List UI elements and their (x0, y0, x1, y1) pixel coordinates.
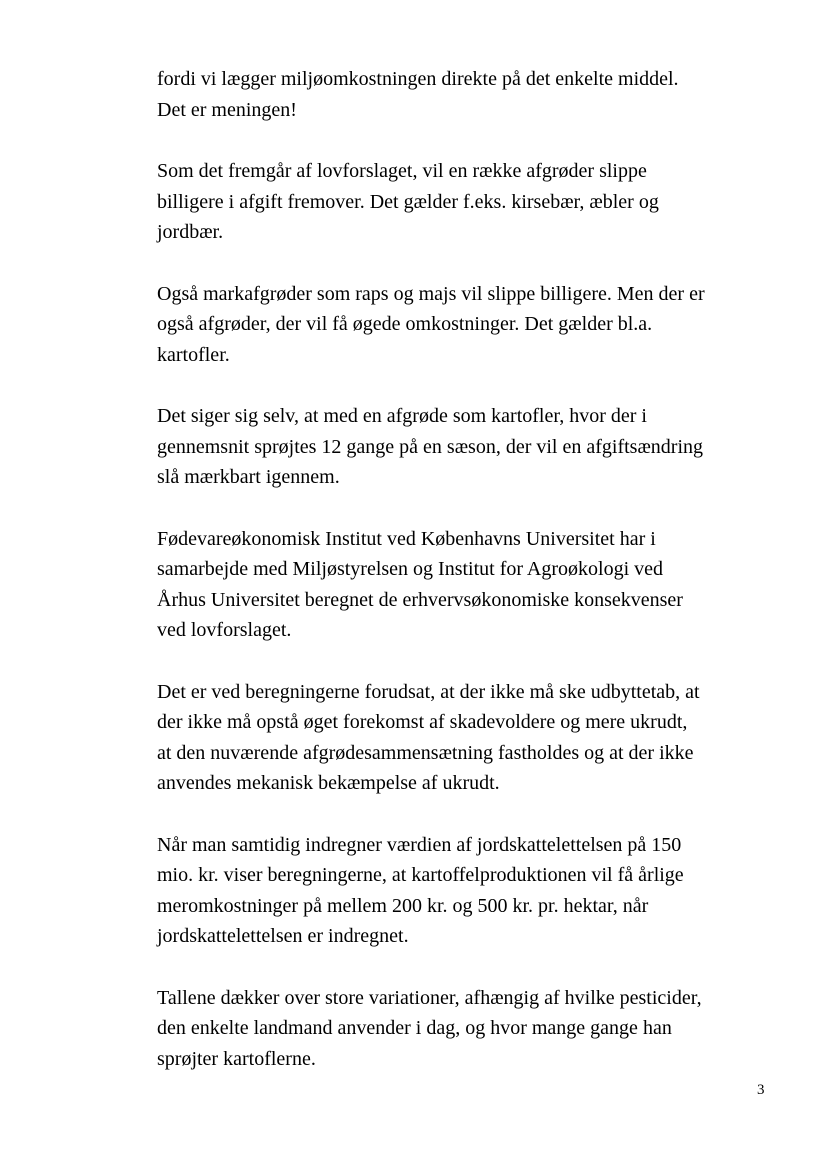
text-line: jordbær. (157, 221, 224, 243)
text-line: Det er ved beregningerne forudsat, at der ikke må ske udbyttetab, at (157, 680, 700, 703)
text-line: gennemsnit sprøjtes 12 gange på en sæson, der vil en afgiftsændring (157, 435, 704, 458)
text-line: slå mærkbart igennem. (157, 466, 340, 488)
paragraph-5 (157, 524, 797, 646)
text-line: anvendes mekanisk bekæmpelse af ukrudt. (157, 772, 500, 794)
text-line: fordi vi lægger miljøomkostningen direkte på det enkelte middel. (157, 68, 679, 90)
text-line: at den nuværende afgrødesammensætning fastholdes og at der ikke (157, 741, 694, 764)
paragraph-7 (157, 830, 797, 952)
text-line: der ikke må opstå øget forekomst af skadevoldere og mere ukrudt, (157, 711, 688, 733)
text-line: Tallene dækker over store variationer, afhængig af hvilke pesticider, (157, 986, 702, 1009)
text-line: mio. kr. viser beregningerne, at kartoffelproduktionen vil få årlige (157, 864, 684, 886)
text-line: Århus Universitet beregnet de erhvervsøkonomiske konsekvenser (157, 588, 683, 611)
text-line: sprøjter kartoflerne. (157, 1047, 316, 1070)
paragraph-4 (157, 401, 797, 493)
paragraph-6 (157, 677, 797, 799)
text-line: meromkostninger på mellem 200 kr. og 500 kr. pr. hektar, når (157, 894, 649, 917)
text-line: Det er meningen! (157, 98, 297, 121)
paragraph-8 (157, 983, 797, 1075)
paragraph-2 (157, 156, 797, 248)
text-line: Også markafgrøder som raps og majs vil slippe billigere. Men der er (157, 282, 705, 305)
text-line: Når man samtidig indregner værdien af jordskattelettelsen på 150 (157, 833, 682, 856)
text-line: den enkelte landmand anvender i dag, og hvor mange gange han (157, 1017, 672, 1039)
text-line: ved lovforslaget. (157, 619, 292, 641)
text-line: Fødevareøkonomisk Institut ved Københavns Universitet har i (157, 527, 656, 550)
text-line: samarbejde med Miljøstyrelsen og Institut for Agroøkologi ved (157, 558, 664, 580)
text-line: billigere i afgift fremover. Det gælder f.eks. kirsebær, æbler og (157, 190, 659, 213)
paragraph-3 (157, 279, 797, 371)
text-line: jordskattelettelsen er indregnet. (157, 925, 409, 947)
page-number: 3 (757, 1082, 765, 1098)
document-body (157, 64, 797, 1105)
text-line: Det siger sig selv, at med en afgrøde som kartofler, hvor der i (157, 405, 647, 427)
text-line: kartofler. (157, 343, 230, 366)
paragraph-1 (157, 64, 797, 125)
text-line: Som det fremgår af lovforslaget, vil en række afgrøder slippe (157, 160, 647, 182)
text-line: også afgrøder, der vil få øgede omkostninger. Det gælder bl.a. (157, 313, 653, 335)
